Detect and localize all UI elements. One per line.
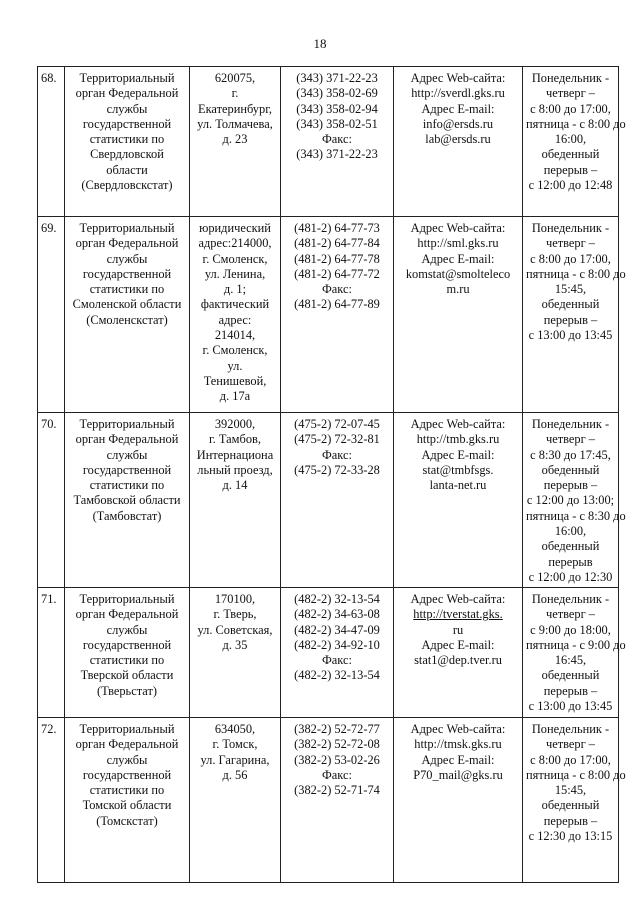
phones-cell (281, 413, 394, 588)
working-hours-line: обеденный (541, 668, 600, 683)
working-hours-line: 15:45, (554, 783, 587, 798)
web-email-line: http://tverstat.gks. (413, 607, 503, 622)
web-email-line: Адрес Web-сайта: (410, 221, 506, 235)
working-hours-cell (523, 718, 626, 883)
org-name-line: Тамбовской области (73, 493, 181, 508)
postal-address-line: ул. Ленина, (204, 266, 266, 281)
working-hours-line: Понедельник - (531, 592, 610, 606)
org-name-line: статистики по (89, 478, 165, 493)
working-hours-line: четверг – (546, 737, 595, 752)
phones-line: Факс: (322, 282, 352, 297)
postal-address-line: Тенишевой, (203, 373, 267, 388)
org-name-line: Территориальный (79, 722, 175, 736)
working-hours-line: 16:00, (554, 132, 587, 147)
working-hours-line: четверг – (546, 236, 595, 251)
web-email-line: http://tmsk.gks.ru (414, 737, 502, 752)
phones-line: (343) 371-22-23 (296, 71, 378, 85)
postal-address-line: д. 23 (222, 132, 248, 147)
working-hours-line: с 9:00 до 18:00, (530, 622, 611, 637)
org-name-line: орган Федеральной (75, 607, 179, 622)
table-row (38, 217, 619, 413)
org-name-line: Территориальный (79, 417, 175, 431)
phones-line: (481-2) 64-77-84 (294, 236, 380, 251)
row-number: 72. (38, 718, 65, 883)
phones-line: (382-2) 52-71-74 (294, 783, 380, 798)
org-name-line: государственной (82, 637, 172, 652)
phones-line: (343) 371-22-23 (296, 147, 378, 162)
postal-address-line: д. 56 (222, 767, 248, 782)
phones-line: (343) 358-02-94 (296, 101, 378, 116)
postal-address-cell (190, 217, 281, 413)
web-email-line: Адрес Web-сайта: (410, 592, 506, 606)
phones-line: (482-2) 34-92-10 (294, 637, 380, 652)
postal-address-line: фактический (200, 297, 270, 312)
working-hours-line: с 12:00 до 12:30 (528, 569, 613, 584)
web-email-line: lanta-net.ru (429, 478, 487, 493)
org-name-cell (65, 413, 190, 588)
org-name-line: (Смоленскстат) (86, 312, 168, 327)
phones-line: (482-2) 34-47-09 (294, 622, 380, 637)
postal-address-line: г. Томск, (212, 737, 258, 752)
working-hours-line: 16:00, (554, 524, 587, 539)
org-name-line: орган Федеральной (75, 737, 179, 752)
web-email-line: http://tmb.gks.ru (416, 432, 500, 447)
phones-line: (481-2) 64-77-89 (294, 297, 380, 312)
phones-line: (382-2) 53-02-26 (294, 752, 380, 767)
working-hours-line: перерыв – (543, 813, 598, 828)
working-hours-line: обеденный (541, 462, 600, 477)
row-number: 69. (38, 217, 65, 413)
org-name-line: Томской области (82, 798, 172, 813)
org-name-line: статистики по (89, 653, 165, 668)
org-name-line: государственной (82, 116, 172, 131)
org-name-line: службы (106, 752, 148, 767)
web-email-cell (394, 67, 523, 217)
web-email-line: stat1@dep.tver.ru (414, 653, 502, 668)
postal-address-line: г. Тамбов, (209, 432, 261, 447)
postal-address-line: 620075, (214, 71, 256, 85)
org-name-line: статистики по (89, 282, 165, 297)
phones-line: (482-2) 34-63-08 (294, 607, 380, 622)
phones-line: (481-2) 64-77-72 (294, 266, 380, 281)
postal-address-line: г. Тверь, (213, 607, 257, 622)
row-number: 70. (38, 413, 65, 588)
table-row (38, 588, 619, 718)
working-hours-line: четверг – (546, 607, 595, 622)
row-number: 68. (38, 67, 65, 217)
working-hours-line: Понедельник - (531, 221, 610, 235)
working-hours-line: перерыв – (543, 312, 598, 327)
phones-line: (482-2) 32-13-54 (294, 592, 380, 606)
postal-address-line: юридический (199, 221, 271, 235)
table-row (38, 67, 619, 217)
org-name-line: службы (106, 101, 148, 116)
web-email-line: Адрес E-mail: (421, 447, 495, 462)
org-name-cell (65, 718, 190, 883)
org-name-cell (65, 588, 190, 718)
postal-address-line: д. 14 (222, 478, 248, 493)
working-hours-line: пятница - с 9:00 до (526, 637, 626, 652)
postal-address-line: Екатеринбург, (198, 101, 272, 116)
web-email-cell (394, 413, 523, 588)
postal-address-line: г. (231, 86, 239, 101)
org-name-line: (Тверьстат) (97, 683, 157, 698)
web-email-line: lab@ersds.ru (425, 132, 491, 147)
postal-address-line: ул. Толмачева, (197, 116, 273, 131)
web-email-line: Адрес E-mail: (421, 251, 495, 266)
page-number: 18 (313, 36, 327, 51)
org-name-line: Территориальный (79, 71, 175, 85)
web-email-cell (394, 718, 523, 883)
working-hours-cell (523, 67, 626, 217)
working-hours-line: пятница - с 8:30 до (526, 508, 626, 523)
postal-address-line: 634050, (214, 722, 256, 736)
working-hours-line: 16:45, (554, 653, 587, 668)
org-name-line: государственной (82, 462, 172, 477)
postal-address-cell (190, 588, 281, 718)
working-hours-line: перерыв – (543, 478, 598, 493)
working-hours-line: Понедельник - (531, 417, 610, 431)
postal-address-line: д. 1; (223, 282, 247, 297)
working-hours-line: четверг – (546, 432, 595, 447)
web-email-cell (394, 588, 523, 718)
working-hours-line: с 13:00 до 13:45 (528, 699, 613, 714)
postal-address-line: льный проезд, (197, 462, 273, 477)
postal-address-line: ул. Гагарина, (200, 752, 270, 767)
postal-address-line: г. Смоленск, (202, 251, 268, 266)
postal-address-line: Интернациона (196, 447, 274, 462)
working-hours-line: обеденный (541, 297, 600, 312)
web-email-line: Адрес E-mail: (421, 637, 495, 652)
org-name-line: Смоленской области (72, 297, 182, 312)
postal-address-line: адрес: (218, 312, 252, 327)
working-hours-line: пятница - с 8:00 до (526, 266, 626, 281)
web-email-line: info@ersds.ru (422, 116, 494, 131)
working-hours-line: обеденный (541, 539, 600, 554)
working-hours-line: с 12:30 до 13:15 (528, 829, 613, 844)
phones-line: (343) 358-02-69 (296, 86, 378, 101)
working-hours-line: с 8:00 до 17:00, (530, 101, 611, 116)
web-email-line: http://sml.gks.ru (417, 236, 499, 251)
org-name-line: области (106, 162, 148, 177)
phones-line: Факс: (322, 132, 352, 147)
org-name-cell (65, 67, 190, 217)
working-hours-line: с 12:00 до 12:48 (528, 178, 613, 193)
org-name-line: статистики по (89, 783, 165, 798)
org-name-line: службы (106, 447, 148, 462)
org-name-line: орган Федеральной (75, 432, 179, 447)
org-name-line: службы (106, 251, 148, 266)
org-name-line: (Тамбовстат) (92, 508, 162, 523)
org-name-line: (Томскстат) (96, 813, 158, 828)
postal-address-line: 392000, (214, 417, 256, 431)
org-name-line: Территориальный (79, 592, 175, 606)
working-hours-cell (523, 413, 626, 588)
postal-address-line: г. Смоленск, (202, 343, 268, 358)
postal-address-line: адрес:214000, (198, 236, 272, 251)
phones-line: (481-2) 64-77-73 (294, 221, 380, 235)
phones-line: (382-2) 52-72-08 (294, 737, 380, 752)
phones-line: (481-2) 64-77-78 (294, 251, 380, 266)
phones-cell (281, 718, 394, 883)
row-number: 71. (38, 588, 65, 718)
org-name-line: Свердловской (90, 147, 164, 162)
web-email-line: Адрес E-mail: (421, 752, 495, 767)
postal-address-cell (190, 67, 281, 217)
postal-address-line: ул. (227, 358, 243, 373)
org-name-line: Территориальный (79, 221, 175, 235)
web-email-line: stat@tmbfsgs. (422, 462, 494, 477)
working-hours-line: с 8:00 до 17:00, (530, 752, 611, 767)
working-hours-line: с 8:30 до 17:45, (530, 447, 611, 462)
phones-line: Факс: (322, 767, 352, 782)
web-email-line: Адрес Web-сайта: (410, 722, 506, 736)
postal-address-line: ул. Советская, (197, 622, 273, 637)
web-email-cell (394, 217, 523, 413)
org-name-line: Тверской области (80, 668, 174, 683)
web-email-line: Адрес Web-сайта: (410, 71, 506, 85)
postal-address-line: д. 17а (219, 389, 251, 404)
web-email-line: komstat@smoltelеco (405, 266, 511, 281)
org-name-line: (Свердловскстат) (81, 178, 173, 193)
phones-cell (281, 217, 394, 413)
phones-line: (475-2) 72-33-28 (294, 462, 380, 477)
phones-cell (281, 588, 394, 718)
postal-address-line: д. 35 (222, 637, 248, 652)
org-name-cell (65, 217, 190, 413)
phones-line: (475-2) 72-07-45 (294, 417, 380, 431)
web-email-line: Адрес Web-сайта: (410, 417, 506, 431)
working-hours-line: 15:45, (554, 282, 587, 297)
web-email-line: Адрес E-mail: (421, 101, 495, 116)
working-hours-line: с 8:00 до 17:00, (530, 251, 611, 266)
postal-address-cell (190, 718, 281, 883)
phones-line: Факс: (322, 447, 352, 462)
working-hours-line: Понедельник - (531, 71, 610, 85)
phones-line: (382-2) 52-72-77 (294, 722, 380, 736)
web-email-line: http://sverdl.gks.ru (411, 86, 505, 101)
working-hours-cell (523, 588, 626, 718)
working-hours-line: обеденный (541, 798, 600, 813)
org-name-line: статистики по (89, 132, 165, 147)
phones-line: Факс: (322, 653, 352, 668)
working-hours-line: с 13:00 до 13:45 (528, 328, 613, 343)
phones-cell (281, 67, 394, 217)
working-hours-line: Понедельник - (531, 722, 610, 736)
working-hours-line: перерыв (548, 554, 593, 569)
org-name-line: орган Федеральной (75, 236, 179, 251)
web-email-line: m.ru (446, 282, 470, 297)
org-name-line: орган Федеральной (75, 86, 179, 101)
working-hours-line: обеденный (541, 147, 600, 162)
org-name-line: государственной (82, 266, 172, 281)
phones-line: (343) 358-02-51 (296, 116, 378, 131)
postal-address-cell (190, 413, 281, 588)
working-hours-line: пятница - с 8:00 до (526, 767, 626, 782)
web-email-line: ru (452, 622, 464, 637)
table-row (38, 413, 619, 588)
working-hours-cell (523, 217, 626, 413)
phones-line: (475-2) 72-32-81 (294, 432, 380, 447)
working-hours-line: пятница - с 8:00 до (526, 116, 626, 131)
working-hours-line: с 12:00 до 13:00; (526, 493, 615, 508)
postal-address-line: 170100, (214, 592, 256, 606)
statistics-offices-table (37, 66, 626, 883)
working-hours-line: четверг – (546, 86, 595, 101)
table-row (38, 718, 619, 883)
phones-line: (482-2) 32-13-54 (294, 668, 380, 683)
org-name-line: службы (106, 622, 148, 637)
org-name-line: государственной (82, 767, 172, 782)
working-hours-line: перерыв – (543, 162, 598, 177)
postal-address-line: 214014, (214, 328, 256, 343)
working-hours-line: перерыв – (543, 683, 598, 698)
web-email-line: P70_mail@gks.ru (413, 767, 503, 782)
